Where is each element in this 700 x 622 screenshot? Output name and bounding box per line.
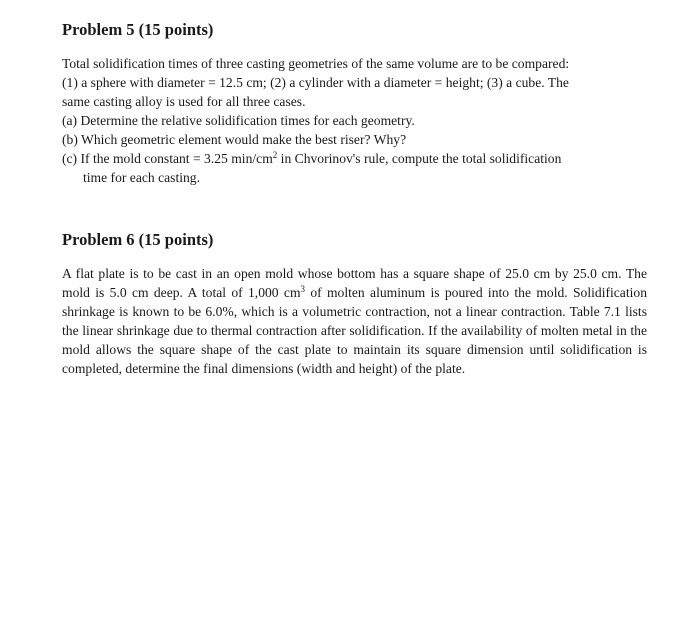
problem-5-title: Problem 5 (15 points) [62,20,214,39]
problem-5-intro-line-3: same casting alloy is used for all three cases. [62,94,306,109]
problem-6-title: Problem 6 (15 points) [62,230,214,249]
problem-5-part-c-line-1 [62,149,622,168]
problem-5-part-a: (a) Determine the relative solidification times for each geometry. [62,113,415,128]
problem-6-text-part-1: A flat plate is to be cast in an open mold whose bottom has a square shape of 25.0 cm by 25.0 cm. The mold is 5.0 cm deep. A total of 1,000 cm [62,266,647,300]
problem-5-intro-line-2: (1) a sphere with diameter = 12.5 cm; (2) a cylinder with a diameter = height; (3) a cube. The [62,75,569,90]
problem-5-part-b: (b) Which geometric element would make the best riser? Why? [62,132,407,147]
problem-5-part-c-superscript: 2 [272,150,278,160]
problem-6-body [62,264,647,378]
problem-5-intro-line-1: Total solidification times of three casting geometries of the same volume are to be compared: [62,56,570,71]
problem-5-part-c-text-a: (c) If the mold constant = 3.25 min/cm [62,151,273,166]
problem-5-part-c-text-b: in Chvorinov's rule, compute the total solidification [277,151,562,166]
problem-5-body [62,54,622,187]
problem-6-text-part-2: of molten aluminum is poured into the mold. Solidification shrinkage is known to be 6.0%, which is a volumetric contraction, not a linear contraction. Table 7.1 lists the linear shrinkage due to thermal contraction after solidification. If the availability of molten metal in the mold allows the square shape of the cast plate to maintain its square dimension until solidification is completed, determine the final dimensions (width and height) of the plate. [62,285,647,376]
problem-5-part-c-line-2: time for each casting. [83,170,201,185]
problem-6-superscript: 3 [300,284,306,294]
